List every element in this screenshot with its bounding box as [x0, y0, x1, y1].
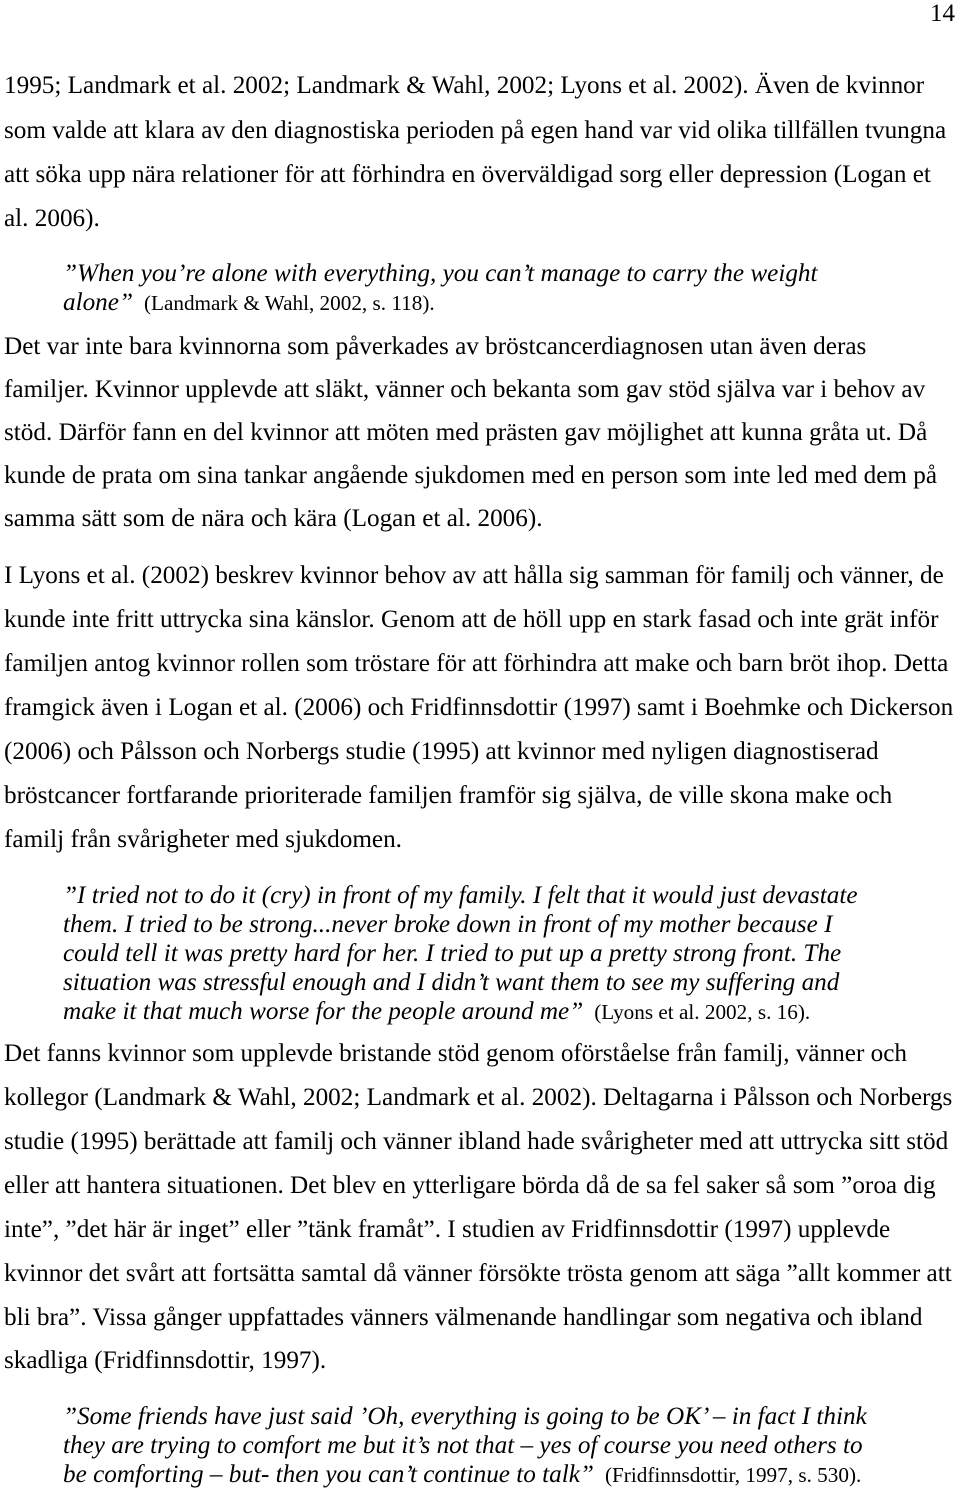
paragraph-line: stöd. Därför fann en del kvinnor att möten med prästen gav möjlighet att kunna gråta ut. Då — [4, 419, 928, 446]
paragraph-line: inte”, ”det här är inget” eller ”tänk framåt”. I studien av Fridfinnsdottir (1997) upplevde — [4, 1216, 891, 1243]
quote-line — [63, 289, 959, 317]
paragraph-line: 1995; Landmark et al. 2002; Landmark & Wahl, 2002; Lyons et al. 2002). Även de kvinnor — [4, 72, 925, 99]
paragraph-line: Det fanns kvinnor som upplevde bristande stöd genom oförståelse från familj, vänner och — [4, 1040, 908, 1067]
paragraph-line: al. 2006). — [4, 205, 100, 232]
paragraph-line: skadliga (Fridfinnsdottir, 1997). — [4, 1347, 327, 1374]
paragraph-line: kollegor (Landmark & Wahl, 2002; Landmark et al. 2002). Deltagarna i Pålsson och Norbergs — [4, 1084, 953, 1111]
quote-line: situation was stressful enough and I didn’t want them to see my suffering and — [63, 969, 840, 996]
paragraph-line: kvinnor det svårt att fortsätta samtal då vänner försökte trösta genom att säga ”allt kommer att — [4, 1260, 952, 1287]
paragraph-line: studie (1995) berättade att familj och vänner ibland hade svårigheter med att uttrycka sitt stöd — [4, 1128, 949, 1155]
paragraph-line: kunde de prata om sina tankar angående sjukdomen med en person som inte led med dem på — [4, 462, 938, 489]
quote-line-text: alone” — [63, 289, 133, 316]
quote-line: them. I tried to be strong...never broke down in front of my mother because I — [63, 911, 833, 938]
citation: (Landmark & Wahl, 2002, s. 118). — [143, 291, 435, 315]
paragraph-line: att söka upp nära relationer för att förhindra en överväldigad sorg eller depression (Logan et — [4, 161, 931, 188]
paragraph-line: kunde inte fritt uttrycka sina känslor. Genom att de höll upp en stark fasad och inte grät inför — [4, 606, 939, 633]
quote-line: they are trying to comfort me but it’s not that – yes of course you need others to — [63, 1432, 863, 1459]
page-number: 14 — [930, 0, 955, 27]
citation: (Lyons et al. 2002, s. 16). — [594, 1000, 811, 1024]
citation: (Fridfinnsdottir, 1997, s. 530). — [604, 1463, 862, 1487]
quote-line — [63, 1461, 959, 1489]
paragraph-line: familjer. Kvinnor upplevde att släkt, vänner och bekanta som gav stöd själva var i behov av — [4, 376, 926, 403]
paragraph-line: bröstcancer fortfarande prioriterade familjen framför sig själva, de ville skona make och — [4, 782, 893, 809]
quote-line: ”Some friends have just said ’Oh, everything is going to be OK’ – in fact I think — [63, 1403, 867, 1430]
paragraph-line: som valde att klara av den diagnostiska perioden på egen hand var vid olika tillfällen tvungna — [4, 117, 947, 144]
quote-line-text: be comforting – but- then you can’t continue to talk” — [63, 1461, 594, 1488]
quote-line: ”When you’re alone with everything, you can’t manage to carry the weight — [63, 260, 818, 287]
quote-line — [63, 998, 959, 1026]
paragraph-line: familjen antog kvinnor rollen som tröstare för att förhindra att make och barn bröt ihop. Detta — [4, 650, 949, 677]
paragraph-line: eller att hantera situationen. Det blev en ytterligare börda då de sa fel saker så som ”oroa dig — [4, 1172, 936, 1199]
paragraph-line: (2006) och Pålsson och Norbergs studie (1995) att kvinnor med nyligen diagnostiserad — [4, 738, 879, 765]
quote-line-text: make it that much worse for the people around me” — [63, 998, 584, 1025]
quote-line: ”I tried not to do it (cry) in front of my family. I felt that it would just devastate — [63, 882, 858, 909]
paragraph-line: bli bra”. Vissa gånger uppfattades vänners välmenande handlingar som negativa och ibland — [4, 1304, 923, 1331]
paragraph-line: Det var inte bara kvinnorna som påverkades av bröstcancerdiagnosen utan även deras — [4, 333, 867, 360]
quote-line: could tell it was pretty hard for her. I tried to put up a pretty strong front. The — [63, 940, 842, 967]
paragraph-line: familj från svårigheter med sjukdomen. — [4, 826, 402, 853]
paragraph-line: samma sätt som de nära och kära (Logan et al. 2006). — [4, 505, 543, 532]
paragraph-line: framgick även i Logan et al. (2006) och Fridfinnsdottir (1997) samt i Boehmke och Dickerson — [4, 694, 954, 721]
paragraph-line: I Lyons et al. (2002) beskrev kvinnor behov av att hålla sig samman för familj och vänner, de — [4, 562, 944, 589]
